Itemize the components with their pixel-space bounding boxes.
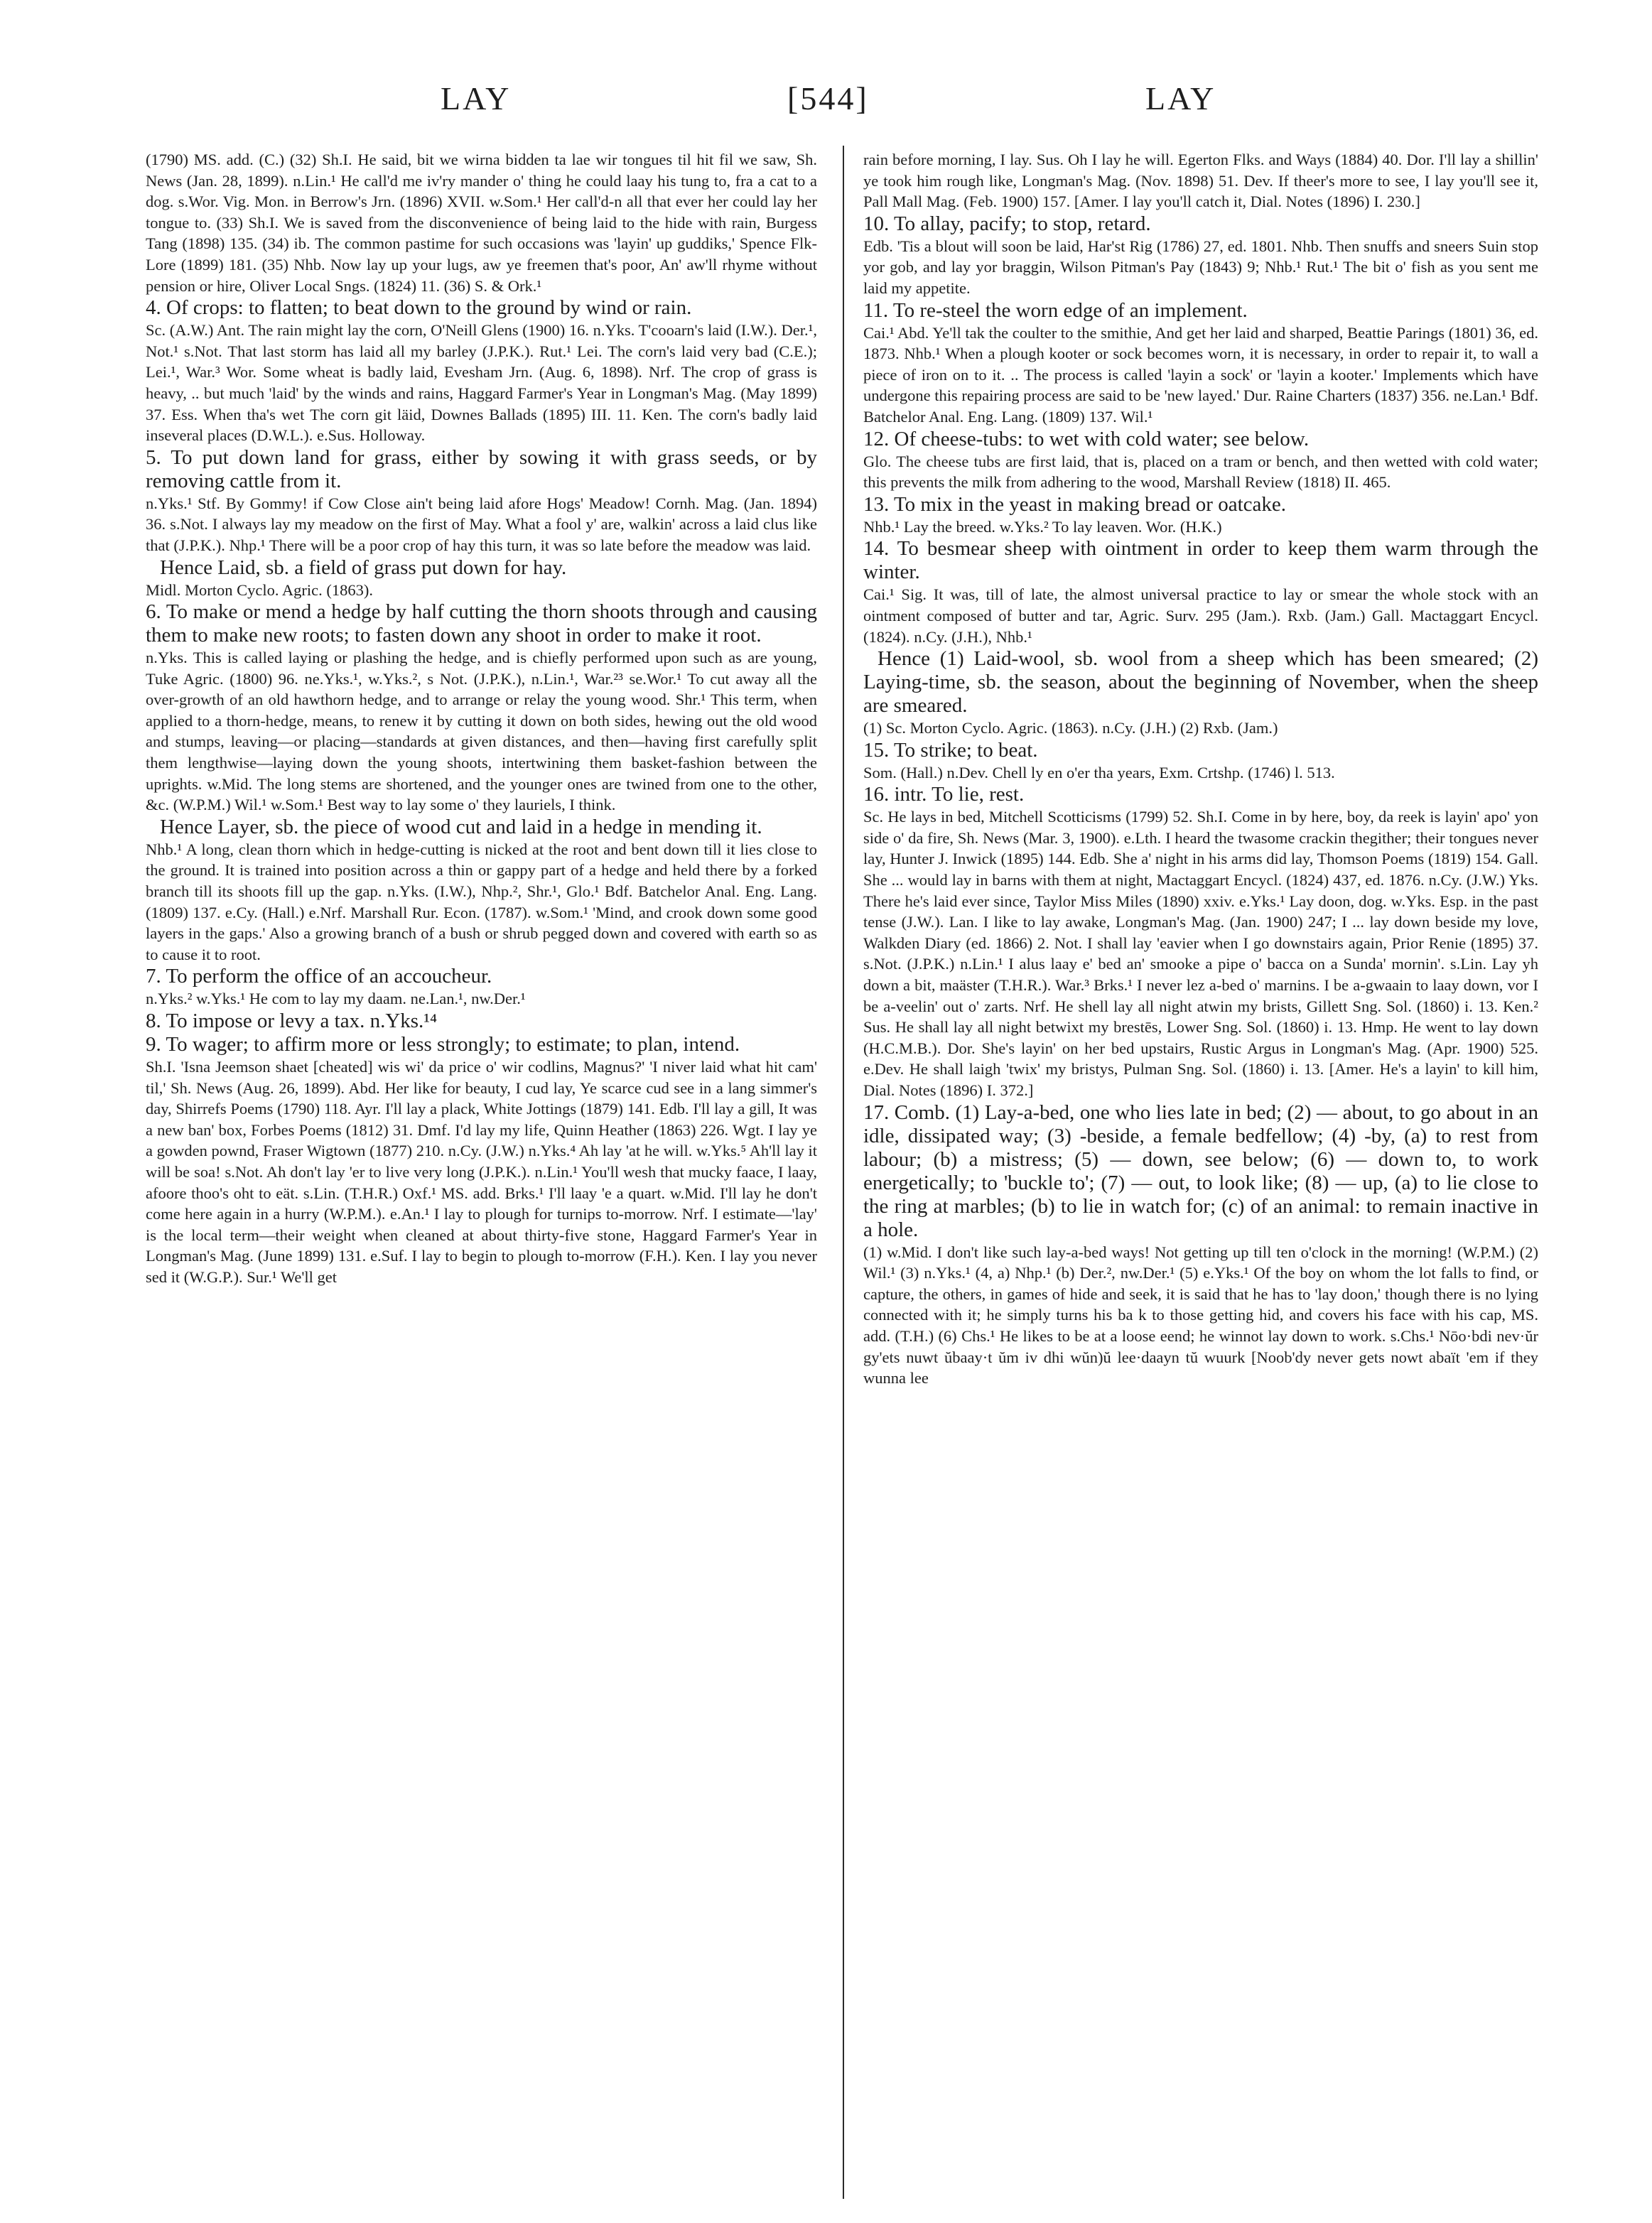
citation-text: Midl. Morton Cyclo. Agric. (1863). xyxy=(146,580,373,599)
citation-text: Cai.¹ Sig. It was, till of late, the almost universal practice to lay or smear the whole stock with an ointment composed of butter and tar, Agric. Surv. 295 (Jam.). Rxb. (Jam.) Gall. Mactaggart Encycl. (1824). n.Cy. (J.H.), Nhb.¹ xyxy=(863,585,1538,646)
sense-definition: 16. intr. To lie, rest. xyxy=(863,783,1025,806)
citation-text: n.Yks.¹ Stf. By Gommy! if Cow Close ain't being laid afore Hogs' Meadow! Cornh. Mag. (Jan. 1894) 36. s.Not. I always lay my meadow on the first of May. What a fool y' are, walkin' across a laid clus like that (J.P.K.). Nhp.¹ There will be a poor crop of hay this turn, it was so late before the meadow was laid. xyxy=(146,494,817,554)
sense-definition: Hence Layer, sb. the piece of wood cut and laid in a hedge in mending it. xyxy=(160,815,762,838)
citation-text: n.Yks. This is called laying or plashing the hedge, and is chiefly performed upon such as are young, Tuke Agric. (1800) 96. ne.Yks.¹, w.Yks.², s Not. (J.P.K.), n.Lin.¹, War.²³ se.Wor.¹ To cut away all the over-growth of an old hawthorn hedge, and to arrange or relay the young wood. Shr.¹ This term, when applied to a thorn-hedge, means, to renew it by cutting it down on both sides, hewing out the old wood and stumps, leaving—or placing—standards at given distances, and then—having first carefully split them lengthwise—laying down the young shoots, intertwining them basket-fashion between the uprights. w.Mid. The long stems are shortened, and the younger ones are twined from one to the other, &c. (W.P.M.) Wil.¹ w.Som.¹ Best way to lay some o' they lauriels, I think. xyxy=(146,649,817,814)
citation-text: n.Yks.² w.Yks.¹ He com to lay my daam. ne.Lan.¹, nw.Der.¹ xyxy=(146,990,526,1008)
sense-definition: 14. To besmear sheep with ointment in order to keep them warm through the winter. xyxy=(863,537,1538,584)
column-divider xyxy=(843,146,844,2199)
sense-definition: 8. To impose or levy a tax. n.Yks.¹⁴ xyxy=(146,1010,438,1032)
running-head-left: LAY xyxy=(441,80,512,117)
citation-text: Nhb.¹ A long, clean thorn which in hedge-cutting is nicked at the root and bent down till it lies close to the ground. It is trained into position across a thin or gappy part of a hedge and held there by a forked branch till its shoots fill up the gap. n.Yks. (I.W.), Nhp.², Shr.¹, Glo.¹ Bdf. Batchelor Anal. Eng. Lang. (1809) 137. e.Cy. (Hall.) e.Nrf. Marshall Rur. Econ. (1787). w.Som.¹ 'Mind, and crook down some good layers in the gaps.' Also a growing branch of a bush or shrub pegged down and covered with earth so as to cause it to root. xyxy=(146,840,817,963)
citation-text: (1) w.Mid. I don't like such lay-a-bed ways! Not getting up till ten o'clock in the morning! (W.P.M.) (2) Wil.¹ (3) n.Yks.¹ (4, a) Nhp.¹ (b) Der.², nw.Der.¹ (5) e.Yks.¹ Of the boy on whom the lot falls to find, or capture, the others, in games of hide and seek, it is said that he has to 'lay doon,' though there is no lying connected with it; he simply turns his ba k to those getting hid, and covers his face with his cap, MS. add. (T.H.) (6) Chs.¹ He likes to be at a loose eend; he winnot lay down to work. s.Chs.¹ Nōo·bdi nev·ŭr gy'ets nuwt ŭbaay·t ŭm iv dhi wŭn)ŭ lee·daayn tŭ wuurk [Noob'dy never gets nowt abaït 'em if they wunna lee xyxy=(863,1243,1538,1388)
running-head-right: LAY xyxy=(1145,80,1216,117)
citation-text: (1790) MS. add. (C.) (32) Sh.I. He said, bit we wirna bidden ta lae wir tongues til hit fil we saw, Sh. News (Jan. 28, 1899). n.Lin.¹ He call'd me iv'ry mander o' thing he could laay his tung to, fra a cat to a dog. s.Wor. Vig. Mon. in Berrow's Jrn. (1896) XVII. w.Som.¹ Her call'd-n all that ever her could lay her tongue to. (33) Sh.I. We is saved from the disconvenience of being laid to the hide with rain, Burgess Tang (1898) 135. (34) ib. The common pastime for such occasions was 'layin' up guddiks,' Spence Flk-Lore (1899) 181. (35) Nhb. Now lay up your lugs, aw ye freemen that's poor, An' aw'll rhyme without pension or hire, Oliver Local Sngs. (1824) 11. (36) S. & Ork.¹ xyxy=(146,151,817,295)
sense-definition: 11. To re-steel the worn edge of an implement. xyxy=(863,298,1248,322)
sense-definition: Hence (1) Laid-wool, sb. wool from a sheep which has been smeared; (2) Laying-time, sb. the season, about the beginning of November, when the sheep are smeared. xyxy=(863,647,1538,718)
citation-text: Sh.I. 'Isna Jeemson shaet [cheated] wis wi' da price o' wir codlins, Magnus?' 'I niver laid what hit cam' til,' Sh. News (Aug. 26, 1899). Abd. Her like for beauty, I cud lay, Ye scarce cud see in a lang simmer's day, Shirrefs Poems (1790) 118. Ayr. I'll lay a plack, White Jottings (1879) 141. Edb. I'll lay a gill, It was a new ban' box, Forbes Poems (1812) 31. Dmf. I'd lay my life, Quinn Heather (1863) 226. Wgt. I lay ye a gowden pownd, Fraser Wigtown (1877) 210. n.Cy. (J.W.) n.Yks.⁴ Ah lay 'at he will. w.Yks.⁵ Ah'll lay it will be soa! s.Not. Ah don't lay 'er to live very long (J.P.K.). n.Lin.¹ You'll wesh that mucky faace, I laay, afoore thoo's oht to eät. s.Lin. (T.H.R.) Oxf.¹ MS. add. Brks.¹ I'll laay 'e a quart. w.Mid. I'll lay he don't come here again in a hurry (W.P.M.). e.An.¹ I lay to plough for turnips to-morrow. Nrf. I estimate—'lay' is the local term—their weight when cleaned at about thirty-five stone, Haggard Farmer's Year in Longman's Mag. (June 1899) 131. e.Suf. I lay to begin to plough to-morrow (F.H.). Ken. I lay you never sed it (W.G.P.). Sur.¹ We'll get xyxy=(146,1058,817,1286)
sense-definition: 4. Of crops: to flatten; to beat down to the ground by wind or rain. xyxy=(146,296,692,320)
sense-definition: Hence Laid, sb. a field of grass put down for hay. xyxy=(160,556,567,579)
page-number: [544] xyxy=(787,80,869,117)
citation-text: Sc. He lays in bed, Mitchell Scotticisms (1799) 52. Sh.I. Come in by here, boy, da reek is layin' apo' yon side o' da fire, Sh. News (Mar. 3, 1900). e.Lth. I heard the twasome crackin thegither; their tongues never lay, Hunter J. Inwick (1895) 144. Edb. She a' night in his arms did lay, Thomson Poems (1819) 154. Gall. She ... would lay in barns with them at night, Mactaggart Encycl. (1824) 437, ed. 1876. n.Cy. (J.W.) Yks. There he's laid ever since, Taylor Miss Miles (1890) xxiv. e.Yks.¹ Lay doon, dog. w.Yks. Esp. in the past tense (J.W.). Lan. I like to lay awake, Longman's Mag. (Jan. 1900) 247; I ... lay down beside my love, Walkden Diary (ed. 1866) 2. Not. I shall lay 'eavier when I go downstairs again, Prior Renie (1895) 37. s.Not. (J.P.K.) n.Lin.¹ I alus laay e' bed an' smooke a pipe o' bacca on a Sunda' mornin'. s.Lin. Lay yh down a bit, maäster (T.H.R.). War.³ Brks.¹ I never lez a-bed o' marnins. I be a-gwaain to laay down, vor I be a-veelin' out o' zarts. Nrf. He shell lay all night atwin my brists, Gillett Sng. Sol. (1860) i. 13. Ken.² Sus. He shall lay all night betwixt my brestēs, Lower Sng. Sol. (1860) i. 13. Hmp. He went to lay down (H.C.M.B.). Dor. She's layin' on her bed upstairs, Rustic Argus in Longman's Mag. (Apr. 1900) 525. e.Dev. He shall laigh 'twix' my bristys, Pulman Sng. Sol. (1860) i. 13. [Amer. He's a layin' to kill him, Dial. Notes (1896) I. 372.] xyxy=(863,808,1538,1099)
citation-text: Sc. (A.W.) Ant. The rain might lay the corn, O'Neill Glens (1900) 16. n.Yks. T'cooarn's laid (I.W.). Der.¹, Not.¹ s.Not. That last storm has laid all my barley (J.P.K.). Rut.¹ Lei. The corn's laid very bad (C.E.); Lei.¹, War.³ Wor. Some wheat is badly laid, Evesham Jrn. (Aug. 6, 1898). Nrf. The crop of grass is heavy, .. but much 'laid' by the winds and rains, Haggard Farmer's Year in Longman's Mag. (May 1899) 37. Ess. When tha's wet The corn git läid, Downes Ballads (1895) III. 11. Ken. The corn's badly laid inseveral places (D.W.L.). e.Sus. Holloway. xyxy=(146,321,817,445)
citation-text: rain before morning, I lay. Sus. Oh I lay he will. Egerton Flks. and Ways (1884) 40. Dor. I'll lay a shillin' ye took him rough like, Longman's Mag. (Nov. 1898) 51. Dev. If theer's more to see, I lay you'll see it, Pall Mall Mag. (Feb. 1900) 157. [Amer. I lay you'll catch it, Dial. Notes (1896) I. 230.] xyxy=(863,151,1538,211)
left-column xyxy=(146,149,817,1288)
citation-text: Glo. The cheese tubs are first laid, that is, placed on a tram or bench, and then wetted with cold water; this prevents the milk from adhering to the wood, Marshall Review (1818) II. 465. xyxy=(863,452,1538,492)
sense-definition: 15. To strike; to beat. xyxy=(863,738,1038,762)
sense-definition: 7. To perform the office of an accoucheur. xyxy=(146,965,492,988)
sense-definition: 10. To allay, pacify; to stop, retard. xyxy=(863,212,1151,235)
sense-definition: 12. Of cheese-tubs: to wet with cold water; see below. xyxy=(863,427,1310,450)
sense-definition: 13. To mix in the yeast in making bread or oatcake. xyxy=(863,492,1286,516)
citation-text: Edb. 'Tis a blout will soon be laid, Har'st Rig (1786) 27, ed. 1801. Nhb. Then snuffs and sneers Suin stop yor gob, and lay yor braggin, Wilson Pitman's Pay (1843) 9; Nhb.¹ Rut.¹ The bit o' fish as you sent me laid my appetite. xyxy=(863,237,1538,297)
citation-text: Nhb.¹ Lay the breed. w.Yks.² To lay leaven. Wor. (H.K.) xyxy=(863,517,1222,536)
citation-text: Som. (Hall.) n.Dev. Chell ly en o'er tha years, Exm. Crtshp. (1746) l. 513. xyxy=(863,763,1335,781)
sense-definition: 9. To wager; to affirm more or less strongly; to estimate; to plan, intend. xyxy=(146,1033,740,1056)
sense-definition: 5. To put down land for grass, either by sowing it with grass seeds, or by removing cattle from it. xyxy=(146,445,817,492)
sense-definition: 6. To make or mend a hedge by half cutting the thorn shoots through and causing them to make new roots; to fasten down any shoot in order to make it root. xyxy=(146,600,817,647)
citation-text: Cai.¹ Abd. Ye'll tak the coulter to the smithie, And get her laid and sharped, Beattie Parings (1801) 36, ed. 1873. Nhb.¹ When a plough kooter or sock becomes worn, it is necessary, in order to repair it, to wall a piece of iron on to it. .. The process is called 'layin a sock' or 'layin a kooter.' Implements which have undergone this repairing process are said to be 'new layed.' Dur. Raine Charters (1837) 356. ne.Lan.¹ Bdf. Batchelor Anal. Eng. Lang. (1809) 137. Wil.¹ xyxy=(863,323,1538,426)
citation-text: (1) Sc. Morton Cyclo. Agric. (1863). n.Cy. (J.H.) (2) Rxb. (Jam.) xyxy=(863,719,1278,737)
sense-definition: 17. Comb. (1) Lay-a-bed, one who lies late in bed; (2) — about, to go about in an idle, dissipated way; (3) -beside, a female bedfellow; (4) -by, (a) to rest from labour; (b) a mistress; (5) — down, see below; (6) — down to, to work energetically; to 'buckle to'; (7) — out, to look like; (8) — up, (a) to lie close to the ring at marbles; (b) to lie in watch for; (c) of an animal: to remain inactive in a hole. xyxy=(863,1100,1538,1241)
right-column xyxy=(863,149,1538,1389)
